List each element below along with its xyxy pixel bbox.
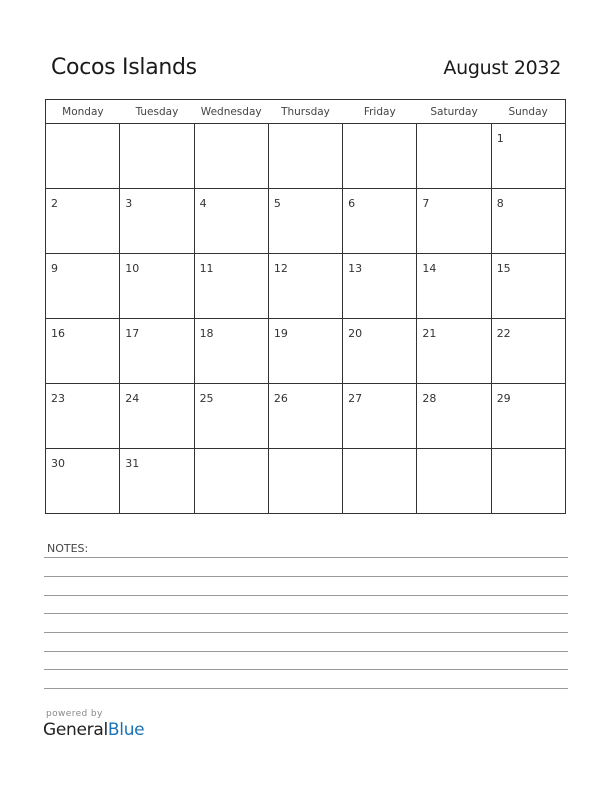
day-number: 23 bbox=[51, 392, 65, 405]
day-number: 1 bbox=[496, 132, 504, 145]
day-cell[interactable] bbox=[343, 384, 417, 449]
day-number: 26 bbox=[273, 392, 288, 405]
day-cell[interactable] bbox=[120, 254, 194, 319]
powered-by-text: powered by bbox=[46, 709, 103, 719]
day-cell[interactable] bbox=[343, 319, 417, 384]
week-row bbox=[46, 319, 566, 384]
day-cell[interactable] bbox=[120, 189, 194, 254]
day-cell[interactable] bbox=[46, 384, 120, 449]
week-row bbox=[46, 449, 566, 514]
day-number: 31 bbox=[125, 457, 140, 470]
day-cell[interactable] bbox=[417, 189, 491, 254]
note-line[interactable] bbox=[44, 632, 568, 633]
weekday-thursday: Thursday bbox=[268, 100, 342, 124]
day-cell[interactable] bbox=[120, 124, 194, 189]
day-cell[interactable] bbox=[194, 124, 268, 189]
day-number: 17 bbox=[125, 327, 140, 340]
day-number: 16 bbox=[51, 327, 65, 340]
day-number: 20 bbox=[348, 327, 363, 340]
day-cell[interactable] bbox=[46, 254, 120, 319]
weekday-friday: Friday bbox=[343, 100, 417, 124]
day-number: 3 bbox=[125, 197, 133, 210]
day-cell[interactable] bbox=[491, 449, 565, 514]
day-number: 7 bbox=[422, 197, 430, 210]
weekday-monday: Monday bbox=[46, 100, 120, 124]
day-number: 18 bbox=[199, 327, 214, 340]
calendar-title-region: Cocos Islands bbox=[51, 55, 197, 80]
weekday-saturday: Saturday bbox=[417, 100, 491, 124]
generalblue-logo[interactable] bbox=[43, 720, 144, 740]
day-cell[interactable] bbox=[268, 384, 342, 449]
day-number: 25 bbox=[199, 392, 214, 405]
day-cell[interactable] bbox=[417, 254, 491, 319]
day-number: 22 bbox=[496, 327, 511, 340]
day-cell[interactable] bbox=[417, 384, 491, 449]
calendar-grid bbox=[45, 99, 566, 514]
day-number: 24 bbox=[125, 392, 140, 405]
note-line[interactable] bbox=[44, 688, 568, 689]
brand-blue-text: Blue bbox=[107, 720, 145, 740]
day-cell[interactable] bbox=[120, 449, 194, 514]
day-number: 5 bbox=[273, 197, 281, 210]
day-cell[interactable] bbox=[268, 254, 342, 319]
day-number: 14 bbox=[422, 262, 437, 275]
day-cell[interactable] bbox=[194, 254, 268, 319]
weekday-header-row bbox=[46, 100, 566, 124]
day-number: 13 bbox=[348, 262, 363, 275]
day-cell[interactable] bbox=[194, 449, 268, 514]
day-cell[interactable] bbox=[46, 189, 120, 254]
note-line[interactable] bbox=[44, 576, 568, 577]
day-cell[interactable] bbox=[268, 449, 342, 514]
note-line[interactable] bbox=[44, 595, 568, 596]
day-cell[interactable] bbox=[120, 319, 194, 384]
note-line[interactable] bbox=[44, 557, 568, 558]
day-cell[interactable] bbox=[491, 189, 565, 254]
day-number: 6 bbox=[348, 197, 356, 210]
day-number: 28 bbox=[422, 392, 437, 405]
day-cell[interactable] bbox=[343, 449, 417, 514]
day-number: 10 bbox=[125, 262, 140, 275]
day-cell[interactable] bbox=[491, 319, 565, 384]
day-number: 11 bbox=[199, 262, 214, 275]
day-number: 21 bbox=[422, 327, 437, 340]
day-number: 12 bbox=[273, 262, 288, 275]
day-cell[interactable] bbox=[268, 189, 342, 254]
day-number: 4 bbox=[199, 197, 207, 210]
day-cell[interactable] bbox=[491, 384, 565, 449]
day-cell[interactable] bbox=[46, 124, 120, 189]
day-cell[interactable] bbox=[491, 124, 565, 189]
weekday-tuesday: Tuesday bbox=[120, 100, 194, 124]
day-number: 15 bbox=[496, 262, 511, 275]
day-number: 8 bbox=[496, 197, 504, 210]
week-row bbox=[46, 124, 566, 189]
day-cell[interactable] bbox=[491, 254, 565, 319]
week-row bbox=[46, 384, 566, 449]
weekday-wednesday: Wednesday bbox=[194, 100, 268, 124]
day-cell[interactable] bbox=[268, 124, 342, 189]
day-cell[interactable] bbox=[194, 319, 268, 384]
day-cell[interactable] bbox=[417, 319, 491, 384]
calendar-title-month: August 2032 bbox=[443, 57, 561, 79]
day-cell[interactable] bbox=[343, 189, 417, 254]
day-cell[interactable] bbox=[46, 449, 120, 514]
note-line[interactable] bbox=[44, 613, 568, 614]
day-cell[interactable] bbox=[417, 449, 491, 514]
day-cell[interactable] bbox=[343, 254, 417, 319]
day-cell[interactable] bbox=[268, 319, 342, 384]
weekday-sunday: Sunday bbox=[491, 100, 565, 124]
day-cell[interactable] bbox=[194, 384, 268, 449]
notes-label: NOTES: bbox=[47, 542, 89, 555]
day-number: 2 bbox=[51, 197, 58, 210]
day-cell[interactable] bbox=[417, 124, 491, 189]
week-row bbox=[46, 254, 566, 319]
brand-general-text: General bbox=[43, 720, 108, 740]
day-number: 19 bbox=[273, 327, 288, 340]
day-cell[interactable] bbox=[120, 384, 194, 449]
day-number: 9 bbox=[51, 262, 58, 275]
day-number: 27 bbox=[348, 392, 363, 405]
day-cell[interactable] bbox=[194, 189, 268, 254]
note-line[interactable] bbox=[44, 669, 568, 670]
day-cell[interactable] bbox=[46, 319, 120, 384]
day-number: 29 bbox=[496, 392, 511, 405]
day-cell[interactable] bbox=[343, 124, 417, 189]
note-line[interactable] bbox=[44, 651, 568, 652]
day-number: 30 bbox=[51, 457, 65, 470]
week-row bbox=[46, 189, 566, 254]
